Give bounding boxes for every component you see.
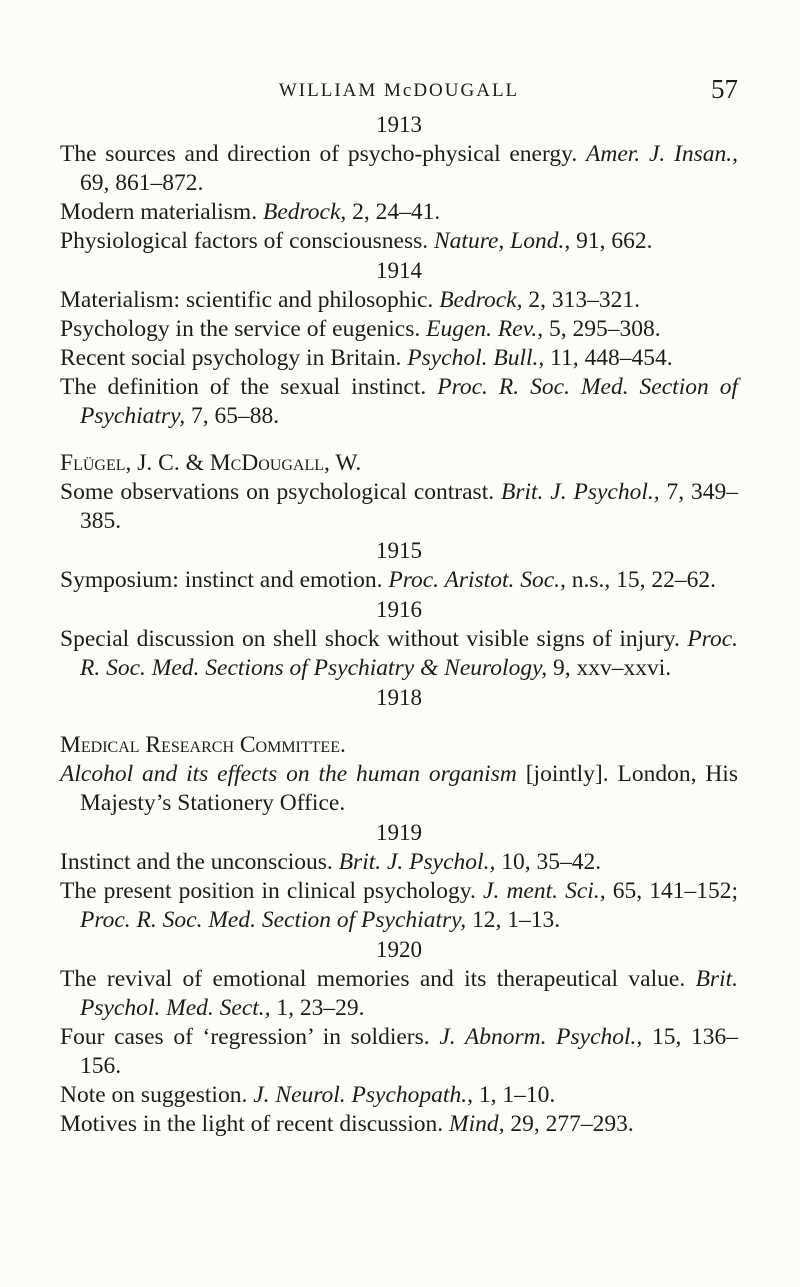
entry-title: Note on suggestion.	[60, 1082, 254, 1108]
entry-title: The revival of emotional memories and its therapeutical value.	[60, 966, 696, 992]
entry-details: 1, 1–10.	[472, 1082, 556, 1108]
bibliography-entry	[60, 344, 738, 373]
entry-details: [jointly]. London, His Majesty’s Stationery Office.	[80, 761, 738, 816]
entry-title: Physiological factors of consciousness.	[60, 228, 434, 254]
year-section	[60, 595, 738, 683]
entry-details: 11, 448–454.	[544, 345, 673, 371]
entry-title: Psychology in the service of eugenics.	[60, 316, 427, 342]
bibliography-entry	[60, 625, 738, 683]
entry-title: Instinct and the unconscious.	[60, 849, 339, 875]
entry-title: Motives in the light of recent discussion.	[60, 1111, 450, 1137]
entry-source: Proc. R. Soc. Med. Section of Psychiatry,	[80, 907, 467, 933]
year-section	[60, 935, 738, 1139]
entry-title: The definition of the sexual instinct.	[60, 374, 438, 400]
year-heading: 1920	[376, 937, 422, 962]
entry-details: 5, 295–308.	[543, 316, 661, 342]
entry-source: Brit. J. Psychol.,	[500, 479, 660, 505]
bibliography-entry	[60, 198, 738, 227]
entry-source: Proc. R. Soc. Med. Section of Psychiatry,	[80, 374, 738, 429]
bibliography-entry	[60, 478, 738, 536]
entry-details: n.s., 15, 22–62.	[565, 567, 717, 593]
entry-source: Bedrock,	[439, 287, 523, 313]
year-heading: 1916	[376, 597, 422, 622]
entry-details: 2, 24–41.	[346, 199, 441, 225]
entry-source: Mind,	[449, 1111, 505, 1137]
entry-details: 9, xxv–xxvi.	[547, 655, 672, 681]
bibliography-list	[60, 110, 738, 1139]
entry-source: J. Abnorm. Psychol.,	[439, 1024, 643, 1050]
year-section	[60, 110, 738, 256]
entry-details: 1, 23–29.	[270, 995, 365, 1021]
entry-title: Four cases of ‘regression’ in soldiers.	[60, 1024, 440, 1050]
bibliography-page	[60, 0, 738, 1139]
bibliography-entry	[60, 1023, 738, 1081]
year-heading: 1913	[376, 112, 422, 137]
entry-title: Special discussion on shell shock without visible signs of injury.	[60, 626, 688, 652]
entry-title: The sources and direction of psycho-physical energy.	[60, 141, 587, 167]
bibliography-entry	[60, 373, 738, 431]
entry-details: 7, 349–385.	[80, 479, 738, 534]
entry-source: Proc. Aristot. Soc.,	[388, 567, 566, 593]
entry-source: Nature, Lond.,	[433, 228, 571, 254]
entry-source: Brit. J. Psychol.,	[338, 849, 496, 875]
coauthor-heading: Flügel, J. C. & McDougall, W.	[60, 450, 362, 476]
running-head	[60, 0, 738, 110]
year-section	[60, 683, 738, 818]
entry-source: Brit. Psychol. Med. Sect.,	[80, 966, 738, 1021]
bibliography-entry	[60, 848, 738, 877]
bibliography-entry	[60, 1081, 738, 1110]
running-title: WILLIAM McDOUGALL	[278, 80, 520, 101]
entry-details: 69, 861–872.	[80, 170, 204, 196]
entry-details: 91, 662.	[570, 228, 653, 254]
bibliography-entry	[60, 286, 738, 315]
bibliography-entry	[60, 140, 738, 198]
year-heading: 1918	[376, 685, 422, 710]
year-heading: 1914	[376, 258, 422, 283]
entry-source: Eugen. Rev.,	[426, 316, 544, 342]
entry-details: 10, 35–42.	[495, 849, 602, 875]
bibliography-entry	[60, 965, 738, 1023]
entry-details: 12, 1–13.	[466, 907, 561, 933]
entry-details: 15, 136–156.	[80, 1024, 739, 1079]
year-heading: 1919	[376, 820, 422, 845]
entry-title: Some observations on psychological contrast.	[60, 479, 501, 505]
entry-source: Bedrock,	[262, 199, 347, 225]
entry-source: Psychol. Bull.,	[407, 345, 545, 371]
bibliography-entry	[60, 227, 738, 256]
entry-details: 2, 313–321.	[522, 287, 640, 313]
bibliography-entry	[60, 566, 738, 595]
entry-details: 29, 277–293.	[504, 1111, 634, 1137]
entry-source: J. Neurol. Psychopath.,	[253, 1082, 473, 1108]
bibliography-entry	[60, 315, 738, 344]
bibliography-entry	[60, 877, 738, 935]
entry-source: Alcohol and its effects on the human organism	[60, 761, 517, 787]
coauthor-heading: Medical Research Committee.	[60, 732, 346, 758]
entry-title: Modern materialism.	[60, 199, 263, 225]
year-heading: 1915	[376, 538, 422, 563]
entry-title: Symposium: instinct and emotion.	[60, 567, 389, 593]
entry-source: J. ment. Sci.,	[483, 878, 606, 904]
bibliography-entry	[60, 760, 738, 818]
entry-title: Materialism: scientific and philosophic.	[60, 287, 440, 313]
entry-source: Amer. J. Insan.,	[586, 141, 739, 167]
bibliography-entry	[60, 1110, 738, 1139]
year-section	[60, 818, 738, 935]
page-number: 57	[711, 74, 738, 104]
entry-title: The present position in clinical psychology.	[60, 878, 484, 904]
year-section	[60, 536, 738, 595]
entry-details: 7, 65–88.	[185, 403, 280, 429]
year-section	[60, 256, 738, 536]
entry-details: 65, 141–152;	[605, 878, 738, 904]
entry-source: Proc. R. Soc. Med. Sections of Psychiatry & Neurology,	[80, 626, 738, 681]
entry-title: Recent social psychology in Britain.	[60, 345, 408, 371]
